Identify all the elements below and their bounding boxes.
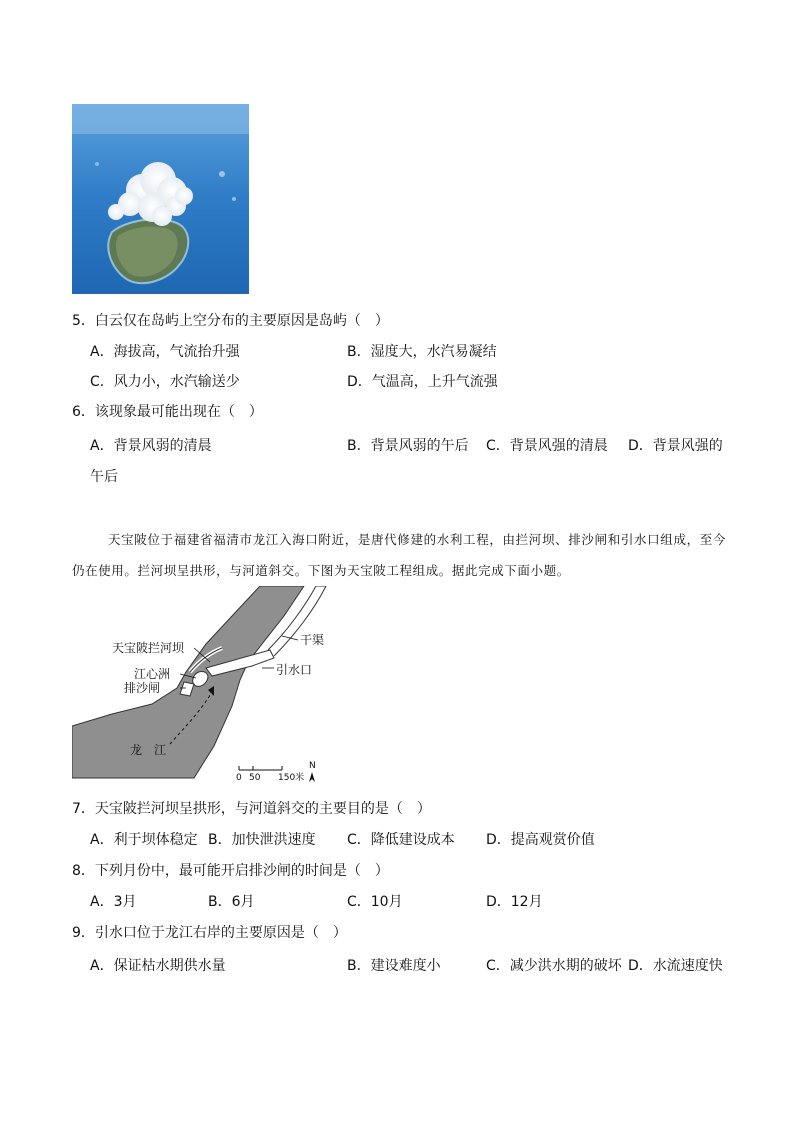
question-5-stem: 5．白云仅在岛屿上空分布的主要原因是岛屿（ ）: [72, 313, 389, 329]
scale-zero: 0: [236, 773, 242, 783]
question-8-stem: 8．下列月份中，最可能开启排沙闸的时间是（ ）: [72, 863, 389, 879]
question-9-stem: 9．引水口位于龙江右岸的主要原因是（ ）: [72, 925, 347, 941]
tianbaobei-map: [72, 586, 330, 786]
label-dam: 天宝陂拦河坝: [112, 641, 185, 655]
q6-option-b[interactable]: B．背景风弱的午后: [347, 438, 469, 454]
q7-option-d[interactable]: D．提高观赏价值: [486, 832, 595, 848]
reading-passage: 天宝陂位于福建省福清市龙江入海口附近，是唐代修建的水利工程，由拦河坝、排沙闸和引水口组成，至今仍在使用。拦河坝呈拱形，与河道斜交。下图为天宝陂工程组成。据此完成下面小题。: [72, 532, 726, 578]
north-arrow-icon: [309, 772, 315, 782]
q8-option-a[interactable]: A．3月: [90, 894, 137, 910]
q5-option-c[interactable]: C．风力小，水汽输送少: [90, 374, 240, 390]
question-7-stem: 7．天宝陂拦河坝呈拱形，与河道斜交的主要目的是（ ）: [72, 801, 431, 817]
q8-option-d[interactable]: D．12月: [486, 894, 543, 910]
q9-option-d[interactable]: D．水流速度快: [628, 958, 723, 974]
q8-option-c[interactable]: C．10月: [347, 894, 403, 910]
q6-option-c[interactable]: C．背景风强的清晨: [486, 438, 608, 454]
q9-option-c[interactable]: C．减少洪水期的破坏: [486, 958, 622, 974]
q9-option-a[interactable]: A．保证枯水期供水量: [90, 958, 226, 974]
q6-option-a[interactable]: A．背景风弱的清晨: [90, 438, 212, 454]
q5-option-a[interactable]: A．海拔高，气流抬升强: [90, 344, 240, 360]
q5-option-b[interactable]: B．湿度大，水汽易凝结: [347, 344, 497, 360]
question-6-stem: 6．该现象最可能出现在（ ）: [72, 404, 263, 420]
q6-option-d[interactable]: D．背景风强的: [628, 438, 723, 454]
q7-option-a[interactable]: A．利于坝体稳定: [90, 832, 198, 848]
island-photo: [72, 104, 249, 294]
label-sluice: 排沙闸: [124, 681, 161, 695]
scale-end: 150米: [278, 773, 305, 783]
scale-mid: 50: [249, 773, 261, 783]
north-label: N: [309, 761, 316, 771]
q8-option-b[interactable]: B．6月: [208, 894, 255, 910]
label-islet: 江心洲: [134, 667, 171, 681]
q7-option-c[interactable]: C．降低建设成本: [347, 832, 455, 848]
q7-option-b[interactable]: B．加快泄洪速度: [208, 832, 316, 848]
label-intake: 引水口: [276, 663, 313, 677]
q5-option-d[interactable]: D．气温高，上升气流强: [347, 374, 498, 390]
q9-option-b[interactable]: B．建设难度小: [347, 958, 441, 974]
label-canal: 干渠: [300, 633, 325, 647]
label-river: 龙 江: [130, 743, 167, 757]
q6-option-d-wrap: 午后: [90, 469, 118, 485]
